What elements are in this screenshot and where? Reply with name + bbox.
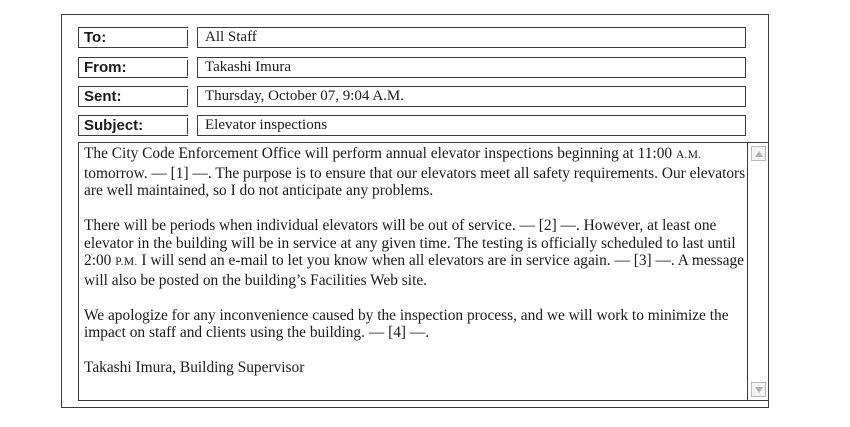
subject-row xyxy=(78,115,746,136)
to-row xyxy=(78,27,746,48)
subject-field[interactable]: Elevator inspections xyxy=(197,115,746,136)
scroll-down-arrow-icon xyxy=(755,387,763,393)
from-row xyxy=(78,57,746,78)
message-body-text xyxy=(84,145,746,377)
scroll-up-button[interactable] xyxy=(751,146,766,161)
subject-label: Subject: xyxy=(78,115,188,136)
scroll-down-button[interactable] xyxy=(751,382,766,397)
from-field[interactable]: Takashi Imura xyxy=(197,57,746,78)
signature-line: Takashi Imura, Building Supervisor xyxy=(84,359,305,376)
sent-label: Sent: xyxy=(78,86,188,107)
to-label: To: xyxy=(78,27,188,48)
sent-row xyxy=(78,86,746,107)
to-field[interactable]: All Staff xyxy=(197,27,746,48)
vertical-scrollbar[interactable] xyxy=(747,142,769,401)
body-paragraph-2: There will be periods when individual elevators will be out of service. — [2] —. However, at least one elevator in the building will be in service at any given time. The testing is officially scheduled to last until 2:00 P.M. I will send an e-mail to let you know when all elevators are in service again. — [3] —. A message will also be posted on the building’s Facilities Web site. xyxy=(84,217,744,289)
sent-field[interactable]: Thursday, October 07, 9:04 A.M. xyxy=(197,86,746,107)
from-label: From: xyxy=(78,57,188,78)
scroll-up-arrow-icon xyxy=(755,151,763,157)
body-paragraph-1: The City Code Enforcement Office will perform annual elevator inspections beginning at 11:00 A.M. tomorrow. — [1] —. The purpose is to ensure that our elevators meet all safety requirements. Our elevators are well maintained, so I do not anticipate any problems. xyxy=(84,145,746,199)
body-paragraph-3: We apologize for any inconvenience caused by the inspection process, and we will work to minimize the impact on staff and clients using the building. — [4] —. xyxy=(84,306,729,341)
